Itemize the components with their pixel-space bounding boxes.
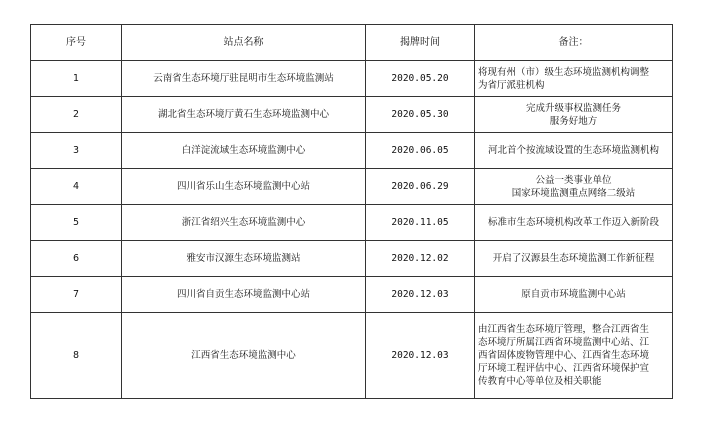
table-row (31, 241, 673, 277)
table-row (31, 169, 673, 205)
remarks-line: 将现有州（市）级生态环境监测机构调整 (478, 66, 650, 78)
station-name-cell: 白洋淀流域生态环境监测中心 (122, 133, 366, 169)
header-serial-number: 序号 (31, 25, 122, 61)
unveiling-date-cell: 2020.11.05 (366, 205, 475, 241)
unveiling-date-cell: 2020.12.03 (366, 277, 475, 313)
remarks-line: 完成升级事权监测任务 (525, 102, 621, 114)
station-name-cell: 湖北省生态环境厅黄石生态环境监测中心 (122, 97, 366, 133)
header-unveiling-date: 揭牌时间 (366, 25, 475, 61)
remarks-cell (475, 277, 673, 313)
table-row (31, 133, 673, 169)
header-remarks: 备注： (475, 25, 673, 61)
station-name-cell: 浙江省绍兴生态环境监测中心 (122, 205, 366, 241)
remarks-line: 标准市生态环境机构改革工作迈入新阶段 (487, 217, 659, 228)
remarks-cell (475, 241, 673, 277)
remarks-cell (475, 61, 673, 97)
monitoring-station-table-wrapper (30, 24, 672, 398)
remarks-line: 厅环境工程评估中心、江西省环境保护宣 (478, 363, 650, 374)
table-row (31, 97, 673, 133)
remarks-cell (475, 169, 673, 205)
unveiling-date-cell: 2020.05.30 (366, 97, 475, 133)
unveiling-date-cell: 2020.06.29 (366, 169, 475, 205)
table-row (31, 205, 673, 241)
remarks-line: 西省固体废物管理中心、江西省生态环境 (478, 350, 650, 361)
serial-number-cell: 3 (31, 133, 122, 169)
table-body (31, 61, 673, 399)
station-name-cell: 云南省生态环境厅驻昆明市生态环境监测站 (122, 61, 366, 97)
serial-number-cell: 2 (31, 97, 122, 133)
remarks-line: 由江西省生态环境厅管理，整合江西省生 (478, 324, 650, 335)
serial-number-cell: 5 (31, 205, 122, 241)
serial-number-cell: 7 (31, 277, 122, 313)
remarks-cell (475, 97, 673, 133)
remarks-line: 传教育中心等单位及相关职能 (478, 376, 602, 387)
serial-number-cell: 1 (31, 61, 122, 97)
header-station-name: 站点名称 (122, 25, 366, 61)
remarks-cell (475, 313, 673, 399)
monitoring-station-table (30, 24, 673, 399)
remarks-cell (475, 133, 673, 169)
remarks-line: 态环境厅所属江西省环境监测中心站、江 (478, 337, 650, 348)
unveiling-date-cell: 2020.06.05 (366, 133, 475, 169)
unveiling-date-cell: 2020.12.02 (366, 241, 475, 277)
remarks-line: 公益一类事业单位 (535, 174, 612, 186)
table-row (31, 277, 673, 313)
remarks-line: 河北首个按流域设置的生态环境监测机构 (487, 145, 659, 156)
station-name-cell: 四川省乐山生态环境监测中心站 (122, 169, 366, 205)
serial-number-cell: 8 (31, 313, 122, 399)
station-name-cell: 四川省自贡生态环境监测中心站 (122, 277, 366, 313)
table-header-row (31, 25, 673, 61)
station-name-cell: 江西省生态环境监测中心 (122, 313, 366, 399)
unveiling-date-cell: 2020.12.03 (366, 313, 475, 399)
remarks-line: 原自贡市环境监测中心站 (521, 289, 626, 300)
table-row (31, 61, 673, 97)
remarks-line: 开启了汉源县生态环境监测工作新征程 (492, 253, 655, 264)
remarks-line: 服务好地方 (549, 115, 598, 127)
table-row (31, 313, 673, 399)
unveiling-date-cell: 2020.05.20 (366, 61, 475, 97)
serial-number-cell: 6 (31, 241, 122, 277)
remarks-cell (475, 205, 673, 241)
station-name-cell: 雅安市汉源生态环境监测站 (122, 241, 366, 277)
remarks-line: 为省厅派驻机构 (478, 79, 545, 91)
serial-number-cell: 4 (31, 169, 122, 205)
remarks-line: 国家环境监测重点网络二级站 (511, 187, 636, 199)
